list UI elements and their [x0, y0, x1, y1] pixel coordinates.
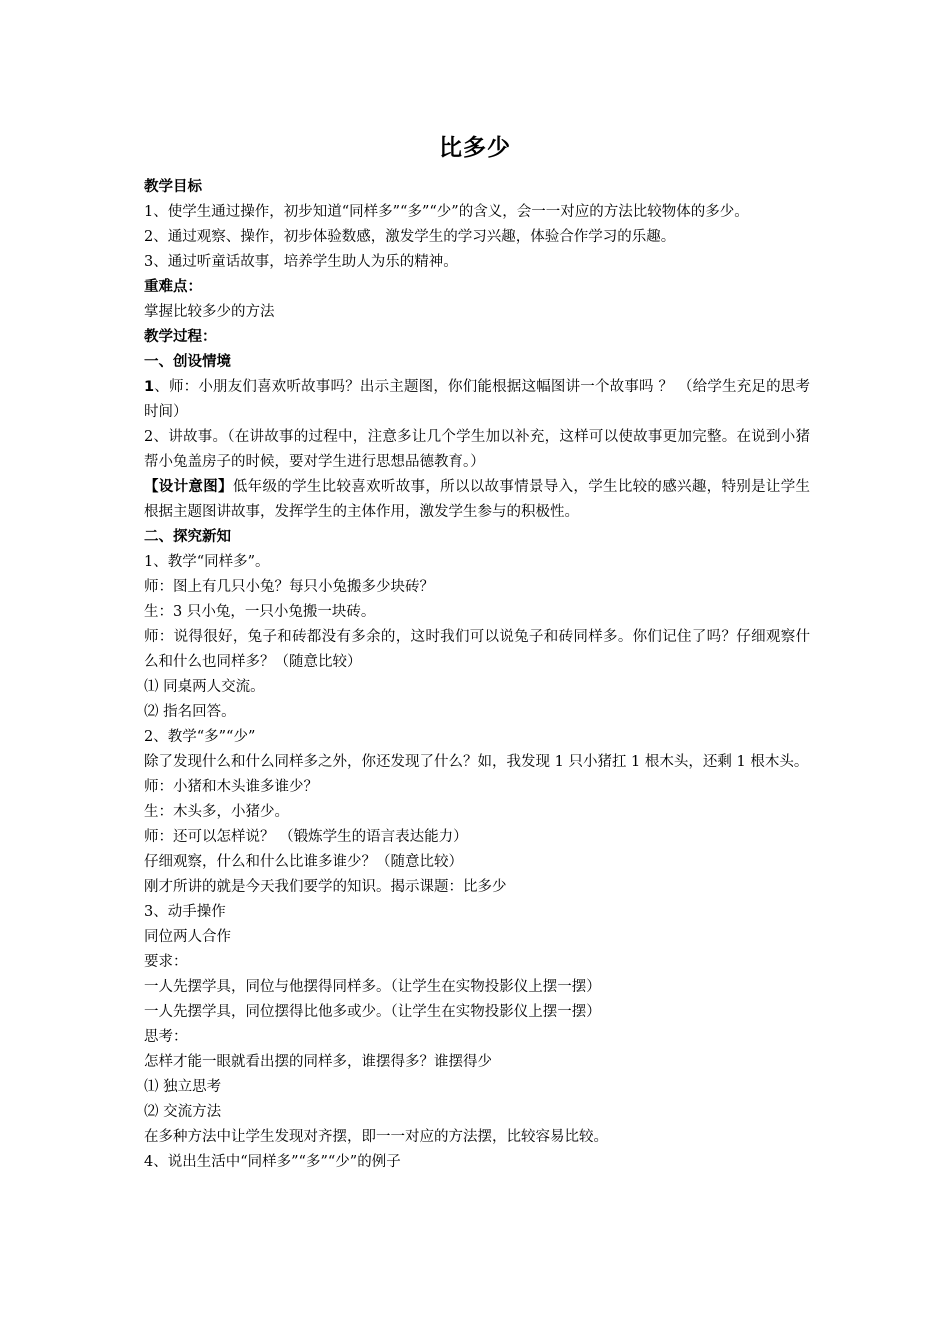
paragraph: ⑴ 独立思考: [144, 1079, 222, 1095]
design-intent-text: 低年级的学生比较喜欢听故事，所以以故事情景导入，学生比较的感兴趣，特别是让学生根据主题图讲故事，发挥学生的主体作用，激发学生参与的积极性。: [144, 479, 810, 520]
paragraph: 师：还可以怎样说？ （锻炼学生的语言表达能力）: [144, 829, 468, 845]
key-points-heading: 重难点：: [144, 279, 202, 295]
paragraph: 仔细观察，什么和什么比谁多谁少？（随意比较）: [144, 854, 463, 870]
paragraph: 思考：: [144, 1029, 188, 1045]
paragraph: 同位两人合作: [144, 929, 231, 945]
paragraph: 1、教学“同样多”。: [144, 554, 270, 570]
part-2-heading: 二、探究新知: [144, 529, 231, 545]
paragraph: 师：小猪和木头谁多谁少？: [144, 779, 318, 795]
paragraph: 除了发现什么和什么同样多之外，你还发现了什么？如，我发现 1 只小猪扛 1 根木头，还剩 1 根木头。: [144, 754, 809, 770]
page-title: 比多少: [439, 135, 511, 161]
paragraph: 在多种方法中让学生发现对齐摆，即一一对应的方法摆，比较容易比较。: [144, 1129, 608, 1145]
part-1-item-2: 2、讲故事。（在讲故事的过程中，注意多让几个学生加以补充，这样可以使故事更加完整。在说到小猪帮小兔盖房子的时候，要对学生进行思想品德教育。）: [144, 429, 810, 470]
goal-1: 1、使学生通过操作，初步知道“同样多”“多”“少”的含义，会一一对应的方法比较物体的多少。: [144, 204, 749, 220]
paragraph: ⑵ 指名回答。: [144, 704, 236, 720]
paragraph: 刚才所讲的就是今天我们要学的知识。揭示课题：比多少: [144, 879, 507, 895]
item-text: 、师：小朋友们喜欢听故事吗？出示主题图，你们能根据这幅图讲一个故事吗 ？ （给学生充足的思考时间）: [144, 379, 810, 420]
paragraph: ⑴ 同桌两人交流。: [144, 679, 265, 695]
goal-2: 2、通过观察、操作，初步体验数感，激发学生的学习兴趣，体验合作学习的乐趣。: [144, 229, 676, 245]
paragraph: 师：说得很好，兔子和砖都没有多余的，这时我们可以说兔子和砖同样多。你们记住了吗？仔细观察什么和什么也同样多？（随意比较）: [144, 629, 810, 670]
teaching-process-heading: 教学过程：: [144, 329, 217, 345]
part-1-item-1: [144, 375, 810, 425]
goal-3: 3、通过听童话故事，培养学生助人为乐的精神。: [144, 254, 458, 270]
paragraph: 一人先摆学具，同位与他摆得同样多。（让学生在实物投影仪上摆一摆）: [144, 979, 601, 995]
paragraph: 4、说出生活中“同样多”“多”“少”的例子: [144, 1154, 401, 1170]
paragraph: 3、动手操作: [144, 904, 226, 920]
part-1-heading: 一、创设情境: [144, 354, 231, 370]
design-intent: [144, 475, 810, 525]
teaching-goals-heading: 教学目标: [144, 179, 202, 195]
design-intent-label: 【设计意图】: [144, 479, 233, 495]
paragraph: 怎样才能一眼就看出摆的同样多，谁摆得多？谁摆得少: [144, 1054, 492, 1070]
paragraph: 要求：: [144, 954, 188, 970]
item-number: 1: [144, 379, 155, 395]
paragraph: 2、教学“多”“少”: [144, 729, 256, 745]
paragraph: 一人先摆学具，同位摆得比他多或少。（让学生在实物投影仪上摆一摆）: [144, 1004, 601, 1020]
key-points-text: 掌握比较多少的方法: [144, 304, 275, 320]
paragraph: 师：图上有几只小兔？每只小兔搬多少块砖？: [144, 579, 434, 595]
paragraph: 生：3 只小兔，一只小兔搬一块砖。: [144, 604, 376, 620]
paragraph: 生：木头多，小猪少。: [144, 804, 289, 820]
paragraph: ⑵ 交流方法: [144, 1104, 222, 1120]
document-body: [144, 175, 810, 1175]
